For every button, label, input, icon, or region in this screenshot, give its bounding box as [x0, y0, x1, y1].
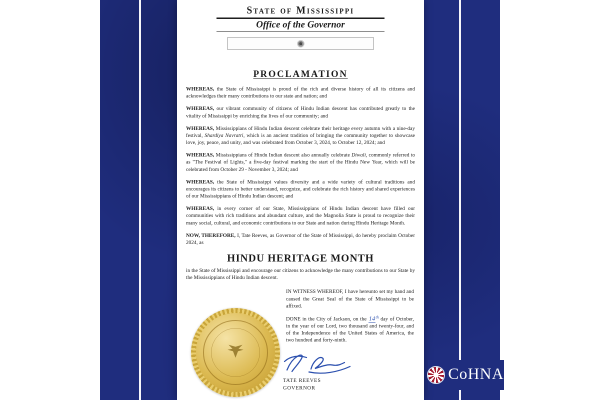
document-content — [177, 0, 424, 400]
seal-eagle-icon — [226, 343, 246, 363]
cohna-mandala-icon — [428, 367, 444, 383]
great-seal — [191, 308, 280, 397]
header-banner-box — [228, 37, 374, 50]
whereas-lead: WHEREAS, — [186, 152, 215, 159]
header-rule-thin — [217, 31, 385, 32]
state-title: State of Mississippi — [246, 5, 355, 16]
cohna-logo — [428, 360, 504, 390]
office-title: Office of the Governor — [256, 19, 345, 30]
whereas-paragraph: WHEREAS, Mississippians of Hindu Indian descent also annually celebrate Diwali, commonly referred to as "The Festival of Lights," a five-day festival marking the start of the Hindu New Year, which will be celebrated from October 29 - November 3, 2024; and — [186, 152, 415, 173]
whereas-paragraph: WHEREAS, the State of Mississippi is proud of the rich and diverse history of all its citizens and acknowledges their many contributions to our state and nation; and — [186, 86, 415, 100]
handwritten-day: 14 — [368, 314, 376, 322]
closing-paragraph: in the State of Mississippi and encourage our citizens to acknowledge the many contributions to our State by the Mississippians of Hindu Indian descent. — [186, 268, 415, 281]
handwritten-day-suffix: th — [375, 314, 379, 320]
proclamation-title: PROCLAMATION — [253, 69, 348, 80]
whereas-lead: WHEREAS, — [186, 125, 215, 132]
whereas-lead: WHEREAS, — [186, 206, 215, 212]
state-seal-mini-icon — [297, 40, 305, 48]
signatory-title: GOVERNOR — [283, 385, 316, 392]
whereas-lead: WHEREAS, — [186, 86, 215, 92]
whereas-paragraph: WHEREAS, our vibrant community of citizens of Hindu Indian descent has contributed greatly to the vitality of Mississippi by enriching the lives of our community; and — [186, 106, 415, 119]
whereas-lead: WHEREAS, — [186, 179, 215, 185]
whereas-lead: WHEREAS, — [186, 106, 215, 112]
governor-signature — [280, 349, 355, 377]
proclamation-document — [177, 0, 424, 400]
done-paragraph: DONE in the City of Jackson, on the 14th day of October, in the year of our Lord, two thousand and twenty-four, and of the Independence of the United States of America, the two hundred and forty-ninth. — [286, 314, 414, 344]
now-therefore-lead: NOW, THEREFORE, — [186, 232, 236, 239]
cohna-logo-text: CoHNA — [448, 366, 504, 383]
whereas-paragraph: WHEREAS, Mississippians of Hindu Indian descent celebrate their heritage every autumn with a nine-day festival, Shardiya Navratri, which is an ancient tradition of bringing the community together to showcase love, joy, peace, and unity, and was celebrated from October 3, 2024, to October 12, 2024; and — [186, 125, 416, 146]
pinstripe-right — [459, 0, 461, 400]
signatory-block — [283, 377, 321, 392]
witness-paragraph: IN WITNESS WHEREOF, I have hereunto set my hand and caused the Great Seal of the State of Mississippi to be affixed. — [286, 289, 414, 309]
signatory-name: TATE REEVES — [283, 378, 321, 384]
whereas-paragraph: WHEREAS, the State of Mississippi values diversity and a wide variety of cultural traditions and encourages its citizens to better understand, recognize, and celebrate the rich history and shared experiences of our Mississippians of Hindu Indian descent; and — [186, 179, 415, 200]
pinstripe-left — [139, 0, 141, 400]
proclamation-body — [186, 86, 415, 247]
whereas-paragraph: WHEREAS, in every corner of our State, Mississippians of Hindu Indian descent have filled our communities with rich traditions and abundant culture, and the Magnolia State is proud to recognize their many social, cultural, and economic contributions to our State and nation during Hindu Heritage Month. — [186, 206, 415, 226]
month-heading: HINDU HERITAGE MONTH — [227, 252, 374, 265]
now-therefore-paragraph: NOW, THEREFORE, I, Tate Reeves, as Governor of the State of Mississippi, do hereby proclaim October 2024, as — [186, 232, 415, 246]
